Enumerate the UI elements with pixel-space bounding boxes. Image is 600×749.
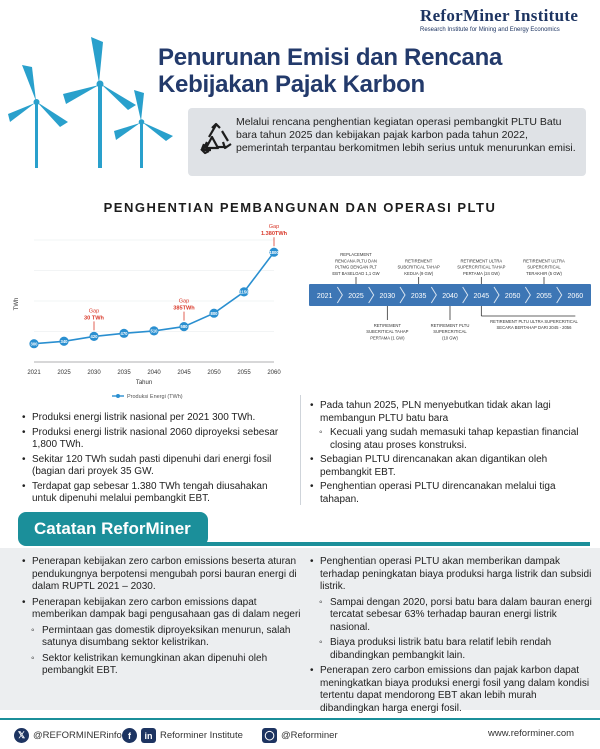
data-point-label: 800 xyxy=(210,310,218,316)
data-point-label: 340 xyxy=(60,338,68,344)
milestone-text: PERTAMA (24 GW) xyxy=(463,270,500,276)
brand-name: ReforMiner Institute xyxy=(420,6,579,25)
sub-bullet-item: ◦ Permintaan gas domestik diproyeksikan menurun, salah satunya disumbang sektor kelistrikan. xyxy=(20,625,305,650)
legend-label: Produksi Energi (TWh) xyxy=(127,394,183,400)
milestone-text: RETIREMENT PLTU ULTRA SUPERCRITICAL xyxy=(490,319,578,324)
timeline-year-label: 2025 xyxy=(348,293,364,300)
timeline-notes xyxy=(308,400,588,508)
footer-instagram[interactable] xyxy=(262,728,338,743)
milestone-text: SUPERCRITICAL xyxy=(433,329,467,335)
timeline-year-label: 2040 xyxy=(442,293,458,300)
x-tick-label: 2021 xyxy=(27,370,41,376)
x-tick-label: 2060 xyxy=(267,370,281,376)
footer-facebook-linkedin[interactable] xyxy=(122,728,243,743)
bullet-item: • Penerapan kebijakan zero carbon emissions dapat memberikan dampak bagi pengusahaan gas di dalam negeri xyxy=(20,597,305,622)
data-point-label: 510 xyxy=(150,328,158,334)
milestone-text: PLTMG DENGAN PLT xyxy=(335,264,377,270)
sub-bullet-item: ◦ Sampai dengan 2020, porsi batu bara dalam bauran energi tercatat sebesar 63% terhadap bauran energi listrik nasional. xyxy=(308,597,593,635)
intro-text: Melalui rencana penghentian kegiatan operasi pembangkit PLTU Batu bara tahun 2025 dan kebijakan pajak karbon pada tahun 2022, pemerintah terpantau berkomitmen lebih serius untuk menurunkan emisi. xyxy=(236,116,576,154)
milestone-text: EBT BASELOAD 1,1 GW xyxy=(332,270,380,276)
milestone-text: REPLACEMENT xyxy=(340,252,372,258)
energy-production-chart xyxy=(12,224,288,410)
timeline-milestone-above xyxy=(523,258,565,284)
chart-notes-list xyxy=(20,412,290,506)
gap-annotation-label: Gap xyxy=(268,224,280,231)
timeline-year-label: 2035 xyxy=(410,293,427,300)
catatan-underline xyxy=(200,542,590,546)
data-point-label: 420 xyxy=(90,333,98,339)
milestone-text: RETIREMENT ULTRA xyxy=(460,258,503,264)
x-axis-label: Tahun xyxy=(135,380,153,386)
x-tick-label: 2030 xyxy=(87,370,101,376)
bullet-item: • Penerapan kebijakan zero carbon emissions beserta aturan pendukungnya berpotensi mengubah porsi bauran energi di dalam RUPTL 2021 – 2030. xyxy=(20,556,305,594)
timeline-milestone-below xyxy=(481,306,578,330)
x-tick-label: 2035 xyxy=(117,370,131,376)
instagram-icon: ◯ xyxy=(262,728,277,743)
milestone-text: RETIREMENT ULTRA xyxy=(523,258,565,264)
milestone-text: (10 GW) xyxy=(442,335,458,341)
footer-website[interactable] xyxy=(488,728,574,739)
facebook-icon: f xyxy=(122,728,137,743)
timeline-year-label: 2060 xyxy=(567,293,584,300)
milestone-text: SUBCRITICAL TAHAP xyxy=(366,329,409,335)
wind-turbine-icon xyxy=(8,32,178,172)
timeline-notes-list xyxy=(308,400,588,506)
milestone-text: KEDUA (9 GW) xyxy=(404,270,434,276)
recycle-icon xyxy=(198,122,234,158)
timeline-year-label: 2045 xyxy=(473,293,490,300)
timeline-year-label: 2050 xyxy=(504,293,521,300)
catatan-right xyxy=(308,556,593,718)
timeline-milestone-above xyxy=(332,252,379,284)
milestone-text: SUPERCRITICAL TAHAP xyxy=(457,264,506,270)
catatan-right-list xyxy=(308,556,593,715)
catatan-left xyxy=(20,556,305,681)
milestone-text: RETIREMENT xyxy=(405,258,433,264)
column-divider xyxy=(300,395,301,505)
twitter-handle: @REFORMINERinfo xyxy=(33,730,122,741)
bullet-item: • Penerapan zero carbon emissions dan pajak karbon dapat meningkatkan biaya produksi energi fosil yang dalam kondisi tertentu dapat mendorong EBT akan lebih murah dibandingkan harga energi fosil. xyxy=(308,665,593,715)
sub-bullet-item: ◦ Kecuali yang sudah memasuki tahap kepastian financial closing atau proses konstruksi. xyxy=(308,427,588,452)
x-tick-label: 2025 xyxy=(57,370,71,376)
legend-marker xyxy=(116,394,120,398)
milestone-text: RETIREMENT xyxy=(373,323,401,328)
intro-box xyxy=(188,108,586,176)
gap-annotation-label: Gap xyxy=(88,308,100,315)
data-point-label: 1800 xyxy=(269,249,279,255)
milestone-text: RENCANA PLTU DAN xyxy=(335,258,377,264)
pltu-retirement-timeline xyxy=(305,232,595,362)
brand-subtitle: Research Institute for Mining and Energy Economics xyxy=(420,27,560,33)
bullet-item: • Sekitar 120 TWh sudah pasti dipenuhi dari energi fosil (bagian dari proyek 35 GW. xyxy=(20,454,290,479)
data-point-label: 300 xyxy=(30,341,38,347)
x-tick-label: 2045 xyxy=(177,370,191,376)
sub-bullet-item: ◦ Sektor kelistrikan kemungkinan akan dipenuhi oleh pembangkit EBT. xyxy=(20,653,305,678)
catatan-header xyxy=(0,512,600,548)
timeline-milestone-below xyxy=(366,306,408,340)
chart-legend xyxy=(112,394,183,400)
timeline-year-label: 2030 xyxy=(379,293,396,300)
instagram-handle: @Reforminer xyxy=(281,730,338,741)
website-url: www.reforminer.com xyxy=(488,728,575,739)
data-point-label: 580 xyxy=(180,324,188,330)
footer xyxy=(0,718,600,749)
milestone-text: SECARA BERTAHAP DARI 2045 - 2056 xyxy=(496,325,572,331)
timeline-year-label: 2055 xyxy=(536,293,552,300)
timeline-milestone-below xyxy=(431,306,470,340)
data-point-label: 470 xyxy=(120,330,128,336)
gap-annotation-value: 30 TWh xyxy=(84,315,104,322)
bullet-item: • Pada tahun 2025, PLN menyebutkan tidak akan lagi membangun PLTU batu bara xyxy=(308,400,588,425)
chart-notes xyxy=(20,412,290,508)
x-tick-label: 2040 xyxy=(147,370,161,376)
linkedin-icon: in xyxy=(141,728,156,743)
bullet-item: • Produksi energi listrik nasional per 2021 300 TWh. xyxy=(20,412,290,425)
twitter-icon: 𝕏 xyxy=(14,728,29,743)
milestone-text: SUBCRITICAL TAHAP xyxy=(397,264,440,270)
catatan-title: Catatan ReforMiner xyxy=(18,512,208,546)
sub-bullet-item: ◦ Biaya produksi listrik batu bara relatif lebih rendah dibandingkan pembangkit lain. xyxy=(308,637,593,662)
section-title: PENGHENTIAN PEMBANGUNAN DAN OPERASI PLTU xyxy=(103,200,497,215)
gap-annotation-label: Gap xyxy=(178,298,190,305)
x-tick-label: 2050 xyxy=(207,370,221,376)
milestone-text: TERAKHIR (5 GW) xyxy=(526,270,562,276)
milestone-text: SUPERCRITICAL xyxy=(527,264,561,270)
brand-logo xyxy=(420,6,580,33)
page-title: Penurunan Emisi dan Rencana Kebijakan Pajak Karbon xyxy=(158,44,502,98)
bullet-item: • Penghentian operasi PLTU direncanakan melalui tiga tahapan. xyxy=(308,481,588,506)
timeline-year-label: 2021 xyxy=(316,293,333,300)
timeline-year xyxy=(317,293,333,300)
catatan-left-list xyxy=(20,556,305,678)
bullet-item: • Sebagian PLTU direncanakan akan digantikan oleh pembangkit EBT. xyxy=(308,454,588,479)
footer-twitter[interactable] xyxy=(14,728,122,743)
gap-annotation-value: 385TWh xyxy=(173,305,195,312)
data-point-label: 1150 xyxy=(239,289,249,295)
x-tick-label: 2055 xyxy=(237,370,251,376)
milestone-text: PERTAMA (1 GW) xyxy=(370,335,405,341)
y-axis-label: TWh xyxy=(14,297,20,311)
timeline-milestone-above xyxy=(398,258,440,284)
timeline-milestone-above xyxy=(457,258,505,284)
gap-annotation-value: 1.380TWh xyxy=(260,231,288,238)
bullet-item: • Penghentian operasi PLTU akan memberikan dampak terhadap peningkatan biaya produksi harga listrik dan subsidi listrik. xyxy=(308,556,593,594)
bullet-item: • Terdapat gap sebesar 1.380 TWh tengah diusahakan untuk dipenuhi melalui pembangkit EBT. xyxy=(20,481,290,506)
facebook-linkedin-name: Reforminer Institute xyxy=(160,730,243,741)
milestone-text: RETIREMENT PLTU xyxy=(430,323,470,328)
bullet-item: • Produksi energi listrik nasional 2060 diproyeksi sebesar 1,800 TWh. xyxy=(20,427,290,452)
